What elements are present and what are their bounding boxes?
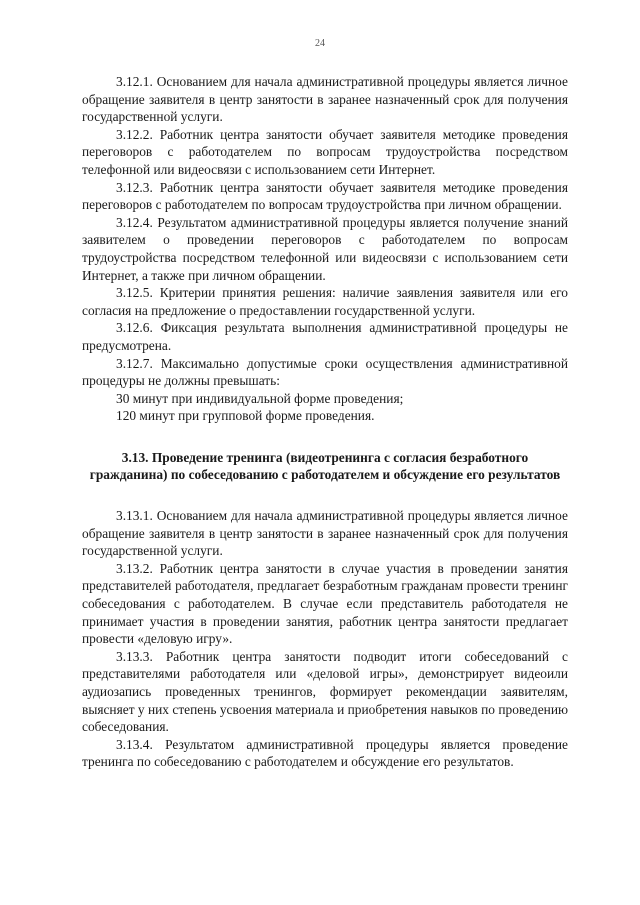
paragraph-3-13-1: 3.13.1. Основанием для начала административной процедуры является личное обращение заявителя в центр занятости в заранее назначенный срок для получения государственной услуги.	[82, 508, 568, 559]
page-number: 24	[315, 38, 325, 49]
paragraph-3-12-6: 3.12.6. Фиксация результата выполнения административной процедуры не предусмотрена.	[82, 320, 568, 353]
paragraph-3-13-2: 3.13.2. Работник центра занятости в случае участия в проведении занятия представителей работодателя, предлагает безработным гражданам провести тренинг собеседования с работодателем. В случае если представитель работодателя не принимает участия в проведении занятия, работник центра занятости предлагает провести «деловую игру».	[82, 560, 568, 647]
section-title-3-13: 3.13. Проведение тренинга (видеотренинга с согласия безработного гражданина) по собеседованию с работодателем и обсуждение его результатов	[89, 449, 561, 483]
paragraph-3-13-3: 3.13.3. Работник центра занятости подводит итоги собеседований с представителями работодателя или «деловой игры», демонстрирует видеоили аудиозапись проведенных тренингов, формирует рекомендации заявителям, выясняет у них степень усвоения материала и приобретения навыков по проведению собеседования.	[82, 648, 568, 735]
paragraph-3-12-7: 3.12.7. Максимально допустимые сроки осуществления административной процедуры не должны превышать:	[82, 355, 568, 389]
paragraph-3-12-5: 3.12.5. Критерии принятия решения: наличие заявления заявителя или его согласия на предложение о предоставлении государственной услуги.	[82, 285, 568, 318]
duration-item-individual: 30 минут при индивидуальной форме проведения;	[116, 390, 404, 406]
paragraph-3-12-3: 3.12.3. Работник центра занятости обучает заявителя методике проведения переговоров с работодателем по вопросам трудоустройства при личном обращении.	[82, 179, 568, 213]
paragraph-3-12-2: 3.12.2. Работник центра занятости обучает заявителя методике проведения переговоров с работодателем по вопросам трудоустройства посредством телефонной или видеосвязи с использованием сети Интернет.	[82, 126, 568, 177]
document-body	[82, 73, 568, 771]
paragraph-3-13-4: 3.13.4. Результатом административной процедуры является проведение тренинга по собеседованию с работодателем и обсуждение его результатов.	[82, 736, 568, 770]
paragraph-3-12-1: 3.12.1. Основанием для начала административной процедуры является личное обращение заявителя в центр занятости в заранее назначенный срок для получения государственной услуги.	[82, 74, 568, 125]
duration-item-group: 120 минут при групповой форме проведения.	[116, 408, 375, 424]
paragraph-3-12-4: 3.12.4. Результатом административной процедуры является получение знаний заявителем о проведении переговоров с работодателем по вопросам трудоустройства посредством телефонной или видеосвязи с использованием сети Интернет, а также при личном обращении.	[82, 214, 568, 283]
